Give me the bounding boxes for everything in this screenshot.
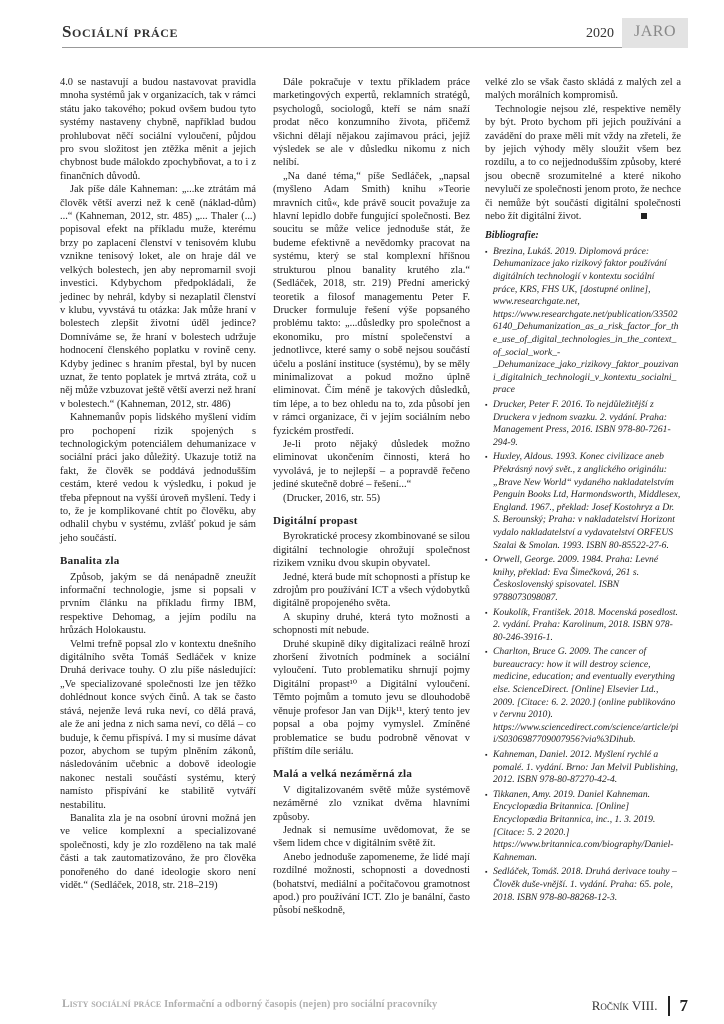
- paragraph: Anebo jednoduše zapomeneme, že lidé mají rozdílné možnosti, schopnosti a dovednosti (bohatství, mediální a počítačovou gramotnost apod.) pro používání ICT. Zlo je banální, často působí neškodně,: [273, 851, 470, 917]
- text-column-3: [485, 76, 681, 906]
- issue-season: JARO: [622, 18, 688, 48]
- bibliography-item: ▪ Kahneman, Daniel. 2012. Myšlení rychlé a pomalé. 1. vydání. Brno: Jan Melvil Publishing, 2012. ISBN 978-80-87270-42-4.: [485, 749, 681, 787]
- page-number: 7: [679, 996, 688, 1015]
- journal-subtitle: Informační a odborný časopis (nejen) pro sociální pracovníky: [164, 999, 438, 1010]
- paragraph: [485, 103, 681, 224]
- issue-year: 2020: [586, 26, 614, 41]
- bibliography-item: ▪ Drucker, Peter F. 2016. To nejdůležitější z Druckera v jednom svazku. 2. vydání. Praha: Management Press, 2016. ISBN 978-80-7261-294-9.: [485, 399, 681, 449]
- paragraph: Jednak si nemusíme uvědomovat, že se všem lidem chce v digitálním světě žít.: [273, 824, 470, 850]
- end-of-article-icon: [641, 213, 647, 219]
- bibliography-item: ▪ Huxley, Aldous. 1993. Konec civilizace aneb Překrásný nový svět., z anglického originálu: „Brave New World“ vydaného nakladatelstvím Penguin Books Ltd, Harmondsworth, Middlesex, England. 1967., překlad: Josef Kostohryz a Dr. S. Berounský; Praha: v nakladatelství Horizont vydalo nakladatelství a vydavatelství ORFEUS Szalai & Smolan. 1993. ISBN 80-85522-27-6.: [485, 451, 681, 552]
- footer-journal: [62, 998, 437, 1010]
- paragraph: Druhé skupině díky digitalizaci reálně hrozí zhoršení životních podmínek a sociální vyloučení. Tuto problematiku shrnují pojmy Digitální propast¹⁰ a Digitální vyloučení. Těmto pojmům a tomuto jevu se dlouhodobě věnuje profesor Jan van Dijk¹¹, který tento jev popsal a oba pojmy vymyslel. Zmíněné problematice se budu podrobně věnovat v příštím díle seriálu.: [273, 638, 470, 757]
- footer-divider: [668, 996, 670, 1016]
- paragraph: velké zlo se však často skládá z malých zel a malých morálních kompromisů.: [485, 77, 681, 102]
- paragraph: Velmi trefně popsal zlo v kontextu dnešního digitálního světa Tomáš Sedláček v knize Druhá derivace touhy. O zlu píše následující: „Ve specializované společnosti lze jen těžko dohlédnout konce svých činů. A tak se často stává, nejenže levá ruka neví, co dělá pravá, ale že ani jedna z nich sama neví, co dělá – co buduje, k čemu přispívá. I my si musíme dávat pozor, abychom se tupým plněním zákonů, následováním učebnic a dobově ideologie nakonec nestali součástí systému, který namísto přispívání ke stabilitě vytváří nestabilitu.: [60, 638, 256, 811]
- header-issue: [586, 18, 688, 48]
- paragraph: „Na dané téma,“ píše Sedláček, „napsal (myšleno Adam Smith) knihu »Teorie mravních citů«, kde právě soucit považuje za hlavní lepidlo dobře fungující společnosti. Bez soucitu se může velice jednoduše stát, že budeme efektivně a nevědomky pracovat na systému, který se stal komplexní hříšnou strukturou plnou banality krutého zla.“ (Sedláček, 2018, str. 219) Přední americký teoretik a filosof managementu Peter F. Drucker formuluje řešení výše popsaného problému takto: „...důsledky pro společnost a ekonomiku, pro místní společenství a jednotlivce, které samy o sobě nejsou součástí účelu a poslání instituce (systému), by se měly minimalizovat a pokud možno úplně eliminovat. Čím méně je takových důsledků, tím lépe, a to bez ohledu na to, zda působí jen v rámci organizace, či v jejím sociálním nebo fyzickém prostředí.: [273, 170, 470, 437]
- citation: (Drucker, 2016, str. 55): [283, 492, 381, 504]
- bibliography-list: [485, 246, 681, 904]
- bibliography-item: ▪ Orwell, George. 2009. 1984. Praha: Levné knihy, překlad: Eva Šimečková, 261 s. Československý spisovatel. ISBN 9788073098087.: [485, 554, 681, 604]
- bibliography-item: ▪ Sedláček, Tomáš. 2018. Druhá derivace touhy – Člověk duše-vnější. 1. vydání. Praha: 65. pole, 2018. ISBN 978-80-88268-12-3.: [485, 866, 681, 904]
- journal-name: Listy sociální práce: [62, 998, 162, 1010]
- bibliography-item: ▪ Tikkanen, Amy. 2019. Daniel Kahneman. Encyclopædia Britannica. [Online] Encyclopædia Britannica, inc., 1. 3. 2019. [Citace: 5. 2 2020.] https://www.britannica.com/biography/Daniel-Kahneman.: [485, 789, 681, 865]
- section-heading: Digitální propast: [273, 515, 358, 527]
- paragraph: Kahnemanův popis lidského myšlení vidím pro pochopení rizik spojených s technologickým potenciálem dehumanizace v sociální práci jako důležitý. Ukazuje totiž na fakt, že člověk se poddává jednodušším cestám, které vedou k výsledku, i pokud je třeba přepnout na vyšší úroveň myšlení. Tedy i to, že je komplikované chtít po člověku, aby odhalil chybu v systému, zvlášť pokud je sám jeho součástí.: [60, 412, 256, 544]
- bibliography-item: ▪ Koukolík, František. 2018. Mocenská posedlost. 2. vydání. Praha: Karolinum, 2018. ISBN 978-80-246-3916-1.: [485, 607, 681, 645]
- paragraph: Dále pokračuje v textu příkladem práce marketingových expertů, reklamních stratégů, psychologů, sociologů, kteří se nám snaží prodat něco konzumního života, přičemž všichni dělají nějakou zajímavou práci, jejíž výsledek se ale v důsledku nikomu z nich nelíbí.: [273, 77, 470, 169]
- text-column-2: [273, 76, 470, 918]
- paragraph-text: Technologie nejsou zlé, respektive neměly by být. Proto bychom při jejich používání a zavádění do praxe měli mít vždy na zřeteli, že by jejich výhody měly sloužit všem bez rozdílu, a to co nejjednodušším způsoby, které jsou obecně srozumitelné a které nikoho nevylučí ze společnosti jenom proto, že nechce či nemůže být součástí digitální společnosti nebo žít digitální život.: [485, 103, 681, 223]
- paragraph: Banalita zla je na osobní úrovni možná jen ve velice komplexní a specializované společnosti, kdy je zlo rozděleno na tak malé části a tak zautomatizováno, že pro člověka ponořeného do dané ideologie skoro není vidět.“ (Sedláček, 2018, str. 218–219): [60, 812, 256, 891]
- section-heading: Banalita zla: [60, 555, 120, 568]
- volume-label: Ročník VIII.: [591, 998, 658, 1013]
- paragraph: Je-li proto nějaký důsledek možno eliminovat ukončením činnosti, která ho vyvolává, je to nejlepší – a popravdě řečeno jediné skutečně dobré – řešení...“: [273, 438, 470, 491]
- paragraph: A skupiny druhé, která tyto možnosti a schopnosti mít nebude.: [273, 611, 470, 637]
- journal-section-title: Sociální práce: [62, 22, 179, 41]
- paragraph: V digitalizovaném světě může systémově nezáměrné zlo vznikat dvěma hlavními způsoby.: [273, 784, 470, 823]
- paragraph: Jak píše dále Kahneman: „...ke ztrátám má člověk větší averzi než k ceně (náklad-dům) ...“ (Kahneman, 2012, str. 485) „... Thaler (...) popisoval efekt na příkladu muže, kterému brzy po zaplacení členství v tenisovém klubu vznikne tenisový loket, ale on hraje dál ve velkých bolestech, jen aby nepromarnil svoji investici. Kdybychom předpokládali, že jedinec by nehrál, kdyby si nezaplatil členství v klubu, vyvstává tu otázka: Jak může hraní v bolestech zlepšit životní úděl jedince? Domníváme se, že hraní v bolestech udržuje hodnocení členského poplatku v rovině ceny. Kdyby jedinec s hraním přestal, byl by nucen uznat, že tento poplatek je mrtvá ztráta, což u něj může vzbuzovat ještě větší averzi než hraní v bolestech.“ (Kahneman, 2012, str. 486): [60, 184, 256, 410]
- section-heading: Malá a velká nezáměrná zla: [273, 768, 413, 781]
- bibliography-item: ▪ Charlton, Bruce G. 2009. The cancer of bureaucracy: how it will destroy science, medicine, education; and eventually everything else. ScienceDirect. [Online] Elsevier Ltd., 2009. [Citace: 6. 2. 2020.] (online publikováno v červnu 2010). https://www.sciencedirect.com/science/article/pii/S0306987709007956?via%3Dihub.: [485, 646, 681, 747]
- bibliography-heading: Bibliografie:: [485, 230, 539, 242]
- page-footer: [62, 994, 688, 1018]
- footer-pagination: [592, 994, 688, 1018]
- paragraph: Jedné, která bude mít schopnosti a přístup ke zdrojům pro používání ICT a všech výdobytků digitálně propojeného světa.: [273, 571, 470, 610]
- bibliography-item: ▪ Brezina, Lukáš. 2019. Diplomová práce: Dehumanizace jako rizikový faktor používání digitálních technologií v kontextu sociální práce, KRS, FHS UK, [dostupné online], www.researchgate.net, https://www.researchgate.net/publication/335026140_Dehumanization_as_a_risk_factor_for_the_use_of_digital_technologies_in_the_context_of_social_work_-_Dehumanizace_jako_rizikovy_faktor_pouzivani_digitalnich_technologii_v_kontextu_socialni_prace: [485, 246, 681, 397]
- text-column-1: [60, 76, 256, 892]
- paragraph: Způsob, jakým se dá nenápadně zneužít informační technologie, jsme si popsali v prvním článku na příkladu firmy IBM, respektive Dehomag, a jejím podílu na hrůzách Holokaustu.: [60, 571, 256, 637]
- page-header: [62, 18, 688, 48]
- paragraph: 4.0 se nastavují a budou nastavovat pravidla mnoha systémů jak v organizacích, tak v rámci státu jako takového; pokud ovšem budou tyto systémy nastaveny chybně, například budou prohlubovat něčí sociální vyloučení, půjdou pro svou složitost jen ztěžka měnit a jejich chybnost bude málokdo zpochybňovat, a to i z finančních důvodů.: [60, 77, 256, 182]
- paragraph: Byrokratické procesy zkombinované se silou digitální technologie ohrožují společnost rizikem vzniku dvou skupin obyvatel.: [273, 531, 470, 570]
